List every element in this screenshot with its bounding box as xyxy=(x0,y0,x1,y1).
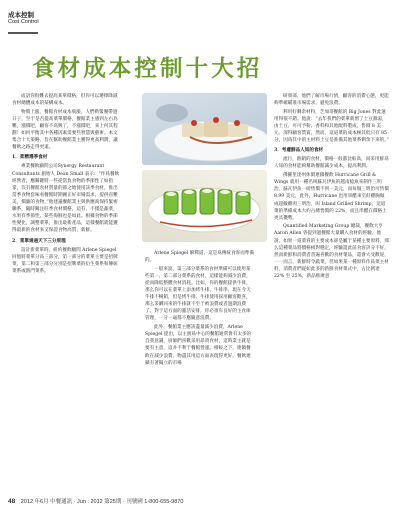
section-heading: 3．考慮鮮品人知的食材 xyxy=(274,148,324,154)
dish-photo xyxy=(142,93,267,165)
sushi-rolls-photo xyxy=(142,170,267,242)
body-paragraph: Arlene Spiegel 解釋道，這是爲傳統食客而準備的。 xyxy=(145,251,255,264)
section-label-cn: 成本控制 xyxy=(8,12,34,19)
body-paragraph: 物價上漲，餐館食材成本飛漲，人們勒緊腰帶過日子，至于是否提高菜單價格，餐館業主感到左右為難。漲價吧，顧客不高興了，不漲價吧，來上何其程劃！如何平衡其中各種因素需要些智慧與藝術。本文集合十大策略，旨在幫助餐館業主獲得更高利潤，讓餐飲之路走得更遠。 xyxy=(12,109,118,151)
body-paragraph: 此外，餐館業主應該盡量減少浪費，Arlene Spiegel 提出，以主廚爲中心的餐館通常會有太多的自我意識，厨師們喜歡采用昂貴食材，這時業主就是要有主意，這并不利于餐館營運。相較之下，連鎖餐飲在減少浪費、物盡其用這方面表現得更好，餐飲連鎖有著獨立的市場 xyxy=(145,325,252,366)
article-title: 食材成本控制十大招 xyxy=(32,56,263,82)
text-column-left xyxy=(12,93,122,277)
page-footer xyxy=(8,497,183,505)
intro-paragraph: 成語你很難去提高某單價格，但你可以選擇降減食材總體成本的某構成本。 xyxy=(12,94,118,107)
body-paragraph: 流行，熱銷的食材，價格一般都比較高，而采用鮮爲人知的食材能夠幫助餐館減少成本，提高利潤。 xyxy=(274,157,389,170)
section-heading: 2．菜單通過天下三分原理 xyxy=(12,238,66,244)
section-label-en: Cost Control xyxy=(8,18,39,25)
section-header xyxy=(8,13,39,26)
phone-number: 1-800-655-9870 xyxy=(144,499,184,505)
body-paragraph: 設計新菜單時，紐約餐飲顧問 Arlene Spiegel 回憶將菜單分爲三部分，第一部分的菜單主要是招牌菜，第二和第三部分分別是招牌菜的衍生菜系和傳統菜系或熱門菜系。 xyxy=(12,247,118,275)
body-paragraph: 佛羅里達州休閑連鎖餐飲 Hurricane Grill & Wings 就用一種名叫蘇瓦伊魚的越南鯰魚來制作三明治，蘇瓦伊魚一磅售價不到一美元，而每個三明治可售價 8.99 美元，此外，Hurricane 也用串醋來烹飪雞胸做成超級雞肉三明治，叫 Island Grilled Shrimp，這道菜的準備成本大約占總售價的 22%，而且串醋在價格上更具優勢。 xyxy=(274,173,389,221)
body-paragraph: 一般來說，第三部分菜系的食材準備可以使用某些第一、第二部分菜系的食材，這樣能夠減少浪費，從而降低整體食材消耗。比如，你的餐館提供牛排，那么你可以在菜單上添加烤牛排、牛排串，現在今天牛排不暢銷，但是烤牛排、牛排使用採用顧客歡喜，那么采購回來的牛排就不至于被浪費或者過期浪費了。對于這方面的靈活安排，你必須有良好的主食庫管理，一分一毫都不應隨意浪費。 xyxy=(145,266,251,322)
section-heading: 1．柔精選季食材 xyxy=(12,155,48,161)
body-paragraph: 研發部，他們了解市場行情，顧客的消費心態，更能夠準確瞄准市場需求，避免浪費。 xyxy=(274,94,389,107)
header-divider xyxy=(8,32,38,34)
body-paragraph: 專業餐飲顧問公司Synergy Restaurant Consultants 創始人 Dean Small 表示：“作爲餐飲經營者，應關鍵將一些從當負食物的季節性了如指掌，沒有餐館食材質量的節之地使用該季食材，推出當季食物套味看餐館時期圖正好市場需求，提供省難美，價廉的食物。”他建議餐館業主與供應商保持緊密聯系，隨時關注旺季食材價格，這有，不僅是蔬菜，水果有季節性，某些海鮮也是如此。根據食物的季節性變化，調整菜單，推出最新產品，這樣餐館就能獲得最新的食材來又保證食物高質，新鮮。 xyxy=(12,164,120,234)
page-number: 48 xyxy=(8,498,16,505)
issue-info: 2012 年6月 中餐通訊 · Jun . 2012 第25期 · 刊號國 xyxy=(20,499,143,505)
text-column-middle xyxy=(145,250,255,368)
body-paragraph: Quantified Marketing Group 總裁，餐飲大亨 Aaron Allen 曾提到過餐館大量購入食材的經驗，他說，如果一道菜肴的主要成本卻是屬于某種主要原料，那么這種菜品將價格相對穩定，經驗證此前食客評分不好，然而新鮮和消費者普遍喜歡的食材菜品，還會大受歡迎，一一而言，新鮮時令蔬菜，但如果某一種原料作爲菜主材料，消費者們從如此多的新鮮食材菜式中，占比例達 22% 至 25%，新品推廣意 xyxy=(274,224,389,280)
text-column-right xyxy=(274,93,389,282)
body-paragraph: 利用好剩余材料，芝加哥餐館的 Big Jones 對此運用得很不錯。他說：“去年我們的菜單新增了土豆甜湯，由土豆、可可予粉、香料和其他配料製成，售價 8 美元。深得顧客賛賞，然而，這道菜的成本極其低只有 85 分，因爲其中的主材料土豆是准備其他菜系剩余下來的。” xyxy=(274,109,389,144)
